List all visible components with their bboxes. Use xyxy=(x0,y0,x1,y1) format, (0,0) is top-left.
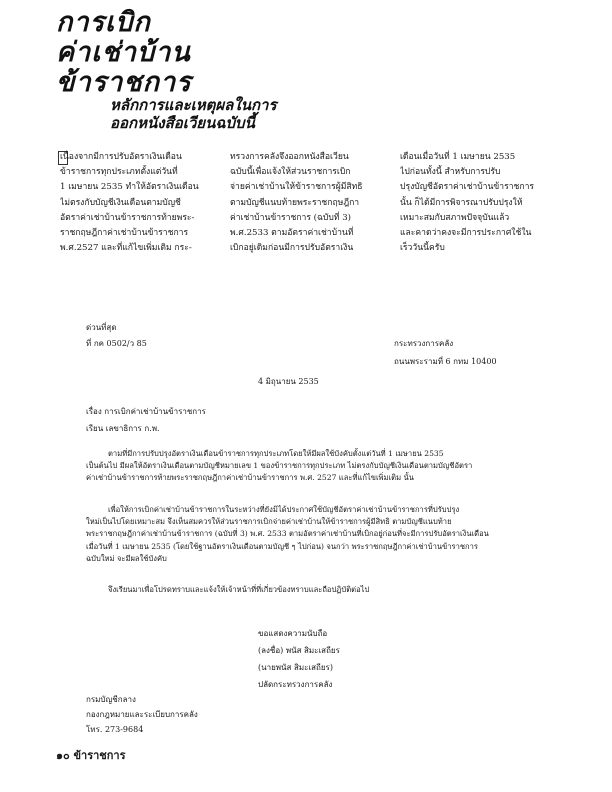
intro-line: เร็ววันนี้ครับ xyxy=(400,243,445,254)
letter-signer-title: ปลัดกระทรวงการคลัง xyxy=(258,680,333,689)
letter-signature: (ลงชื่อ) พนัส สิมะเสถียร xyxy=(258,646,340,655)
intro-line: นั้น ก็ได้มีการพิจารณาปรับปรุงให้ xyxy=(400,197,523,208)
paragraph-line: ตามที่มีการปรับปรุงอัตราเงินเดือนข้าราชการทุกประเภทโดยให้มีผลใช้บังคับตั้งแต่วันที่ 1 เมษายน 2535 xyxy=(108,449,444,458)
letter-paragraph-2 xyxy=(86,504,526,565)
letter-division: กองกฎหมายและระเบียบการคลัง xyxy=(86,710,198,719)
intro-line: และคาดว่าคงจะมีการประกาศใช้ใน xyxy=(400,228,532,239)
intro-line: ข้าราชการทุกประเภทตั้งแต่วันที่ xyxy=(60,167,178,178)
article-subtitle-line-1: หลักการและเหตุผลในการ xyxy=(110,96,277,114)
intro-line: ทรวงการคลังจึงออกหนังสือเวียน xyxy=(230,152,349,162)
letter-paragraph-3 xyxy=(86,584,526,596)
page-footer: ๑๐ ข้าราชการ xyxy=(56,749,126,762)
letter-signer-name: (นายพนัส สิมะเสถียร) xyxy=(258,663,333,672)
paragraph-line: ค่าเช่าบ้านข้าราชการท้ายพระราชกฤษฎีกาค่าเช่าบ้านข้าราชการ พ.ศ. 2527 และที่แก้ไขเพิ่มเติม นั้น xyxy=(86,473,414,483)
article-subtitle-line-2: ออกหนังสือเวียนฉบับนี้ xyxy=(110,114,255,132)
intro-line: ไม่ตรงกับบัญชีเงินเดือนตามบัญชี xyxy=(60,197,181,208)
article-title-line-2: ค่าเช่าบ้าน xyxy=(56,37,191,68)
intro-line: อัตราค่าเช่าบ้านข้าราชการท้ายพระ- xyxy=(60,212,195,223)
intro-line: ไปก่อนทั้งนี้ สำหรับการปรับ xyxy=(400,167,501,178)
paragraph-line: เพื่อให้การเบิกค่าเช่าบ้านข้าราชการในระหว่างที่ยังมิได้ประกาศใช้บัญชีอัตราค่าเช่าบ้านข้าราชการที่ปรับปรุง xyxy=(108,505,460,514)
letter-date: 4 มิถุนายน 2535 xyxy=(258,377,319,386)
paragraph-line: เป็นต้นไป มีผลให้อัตราเงินเดือนตามบัญชีหมายเลข 1 ของข้าราชการทุกประเภท ไม่ตรงกับบัญชีเงินเดือนตามบัญชีอัตรา xyxy=(86,461,473,471)
letter-paragraph-1 xyxy=(86,448,526,485)
intro-line: ฉบับนี้เพื่อแจ้งให้ส่วนราชการเบิก xyxy=(230,167,351,178)
letter-address: ถนนพระรามที่ 6 กทม 10400 xyxy=(394,357,497,366)
intro-line: ปรุงบัญชีอัตราค่าเช่าบ้านข้าราชการ xyxy=(400,182,535,193)
paragraph-line: ใหม่เป็นไปโดยเหมาะสม จึงเห็นสมควรให้ส่วนราชการเบิกจ่ายค่าเช่าบ้านให้ข้าราชการผู้มีสิทธิ ตามบัญชีแนบท้าย xyxy=(86,517,452,527)
letter-closing: ขอแสดงความนับถือ xyxy=(258,629,328,638)
article-title-line-3: ข้าราชการ xyxy=(56,67,192,98)
paragraph-line: พระราชกฤษฎีกาค่าเช่าบ้านข้าราชการ (ฉบับที่ 3) พ.ศ. 2533 ตามอัตราค่าเช่าบ้านที่เบิกอยู่ก่อนที่จะมีการปรับอัตราเงินเดือน xyxy=(86,529,489,539)
letter-department: กรมบัญชีกลาง xyxy=(86,695,136,704)
paragraph-line: จึงเรียนมาเพื่อโปรดทราบและแจ้งให้เจ้าหน้าที่ที่เกี่ยวข้องทราบและถือปฏิบัติต่อไป xyxy=(108,585,370,594)
intro-line: พ.ศ.2527 และที่แก้ไขเพิ่มเติม กระ- xyxy=(60,243,192,254)
letter-ref-number: ที่ กค 0502/ว 85 xyxy=(86,339,147,348)
intro-line: ตามบัญชีแนบท้ายพระราชกฤษฎีกา xyxy=(230,197,360,208)
intro-line: 1 เมษายน 2535 ทำให้อัตราเงินเดือน xyxy=(60,182,199,193)
intro-column-1 xyxy=(60,150,220,256)
letter-recipient: เรียน เลขาธิการ ก.พ. xyxy=(86,424,160,433)
paragraph-line: ฉบับใหม่ จะมีผลใช้บังคับ xyxy=(86,553,167,563)
article-title-line-1: การเบิก xyxy=(56,7,151,38)
intro-line: เดือนเมื่อวันที่ 1 เมษายน 2535 xyxy=(400,152,516,162)
intro-line: ค่าเช่าบ้านข้าราชการ (ฉบับที่ 3) xyxy=(230,212,352,223)
intro-column-3 xyxy=(400,150,560,256)
letter-org: กระทรวงการคลัง xyxy=(394,339,454,348)
intro-line: จ่ายค่าเช่าบ้านให้ข้าราชการผู้มีสิทธิ xyxy=(230,182,363,193)
intro-line: ราชกฤษฎีกาค่าเช่าบ้านข้าราชการ xyxy=(60,228,189,239)
letter-phone: โทร. 273-9684 xyxy=(86,725,144,734)
intro-line: เนื่องจากมีการปรับอัตราเงินเดือน xyxy=(60,152,182,162)
intro-line: เบิกอยู่เดิมก่อนมีการปรับอัตราเงิน xyxy=(230,243,354,254)
article-subtitle xyxy=(110,96,277,132)
paragraph-line: เมื่อวันที่ 1 เมษายน 2535 (โดยใช้ฐานอัตราเงินเดือนตามบัญชี ๆ ไปก่อน) จนกว่า พระราชกฤษฎีกาค่าเช่าบ้านข้าราชการ xyxy=(86,541,478,551)
letter-urgency: ด่วนที่สุด xyxy=(86,323,117,332)
intro-line: เหมาะสมกับสภาพปัจจุบันแล้ว xyxy=(400,212,510,223)
intro-column-2 xyxy=(230,150,390,256)
article-title xyxy=(56,8,192,98)
intro-text xyxy=(60,150,560,290)
intro-line: พ.ศ.2533 ตามอัตราค่าเช่าบ้านที่ xyxy=(230,228,354,239)
letter-subject: เรื่อง การเบิกค่าเช่าบ้านข้าราชการ xyxy=(86,407,206,416)
